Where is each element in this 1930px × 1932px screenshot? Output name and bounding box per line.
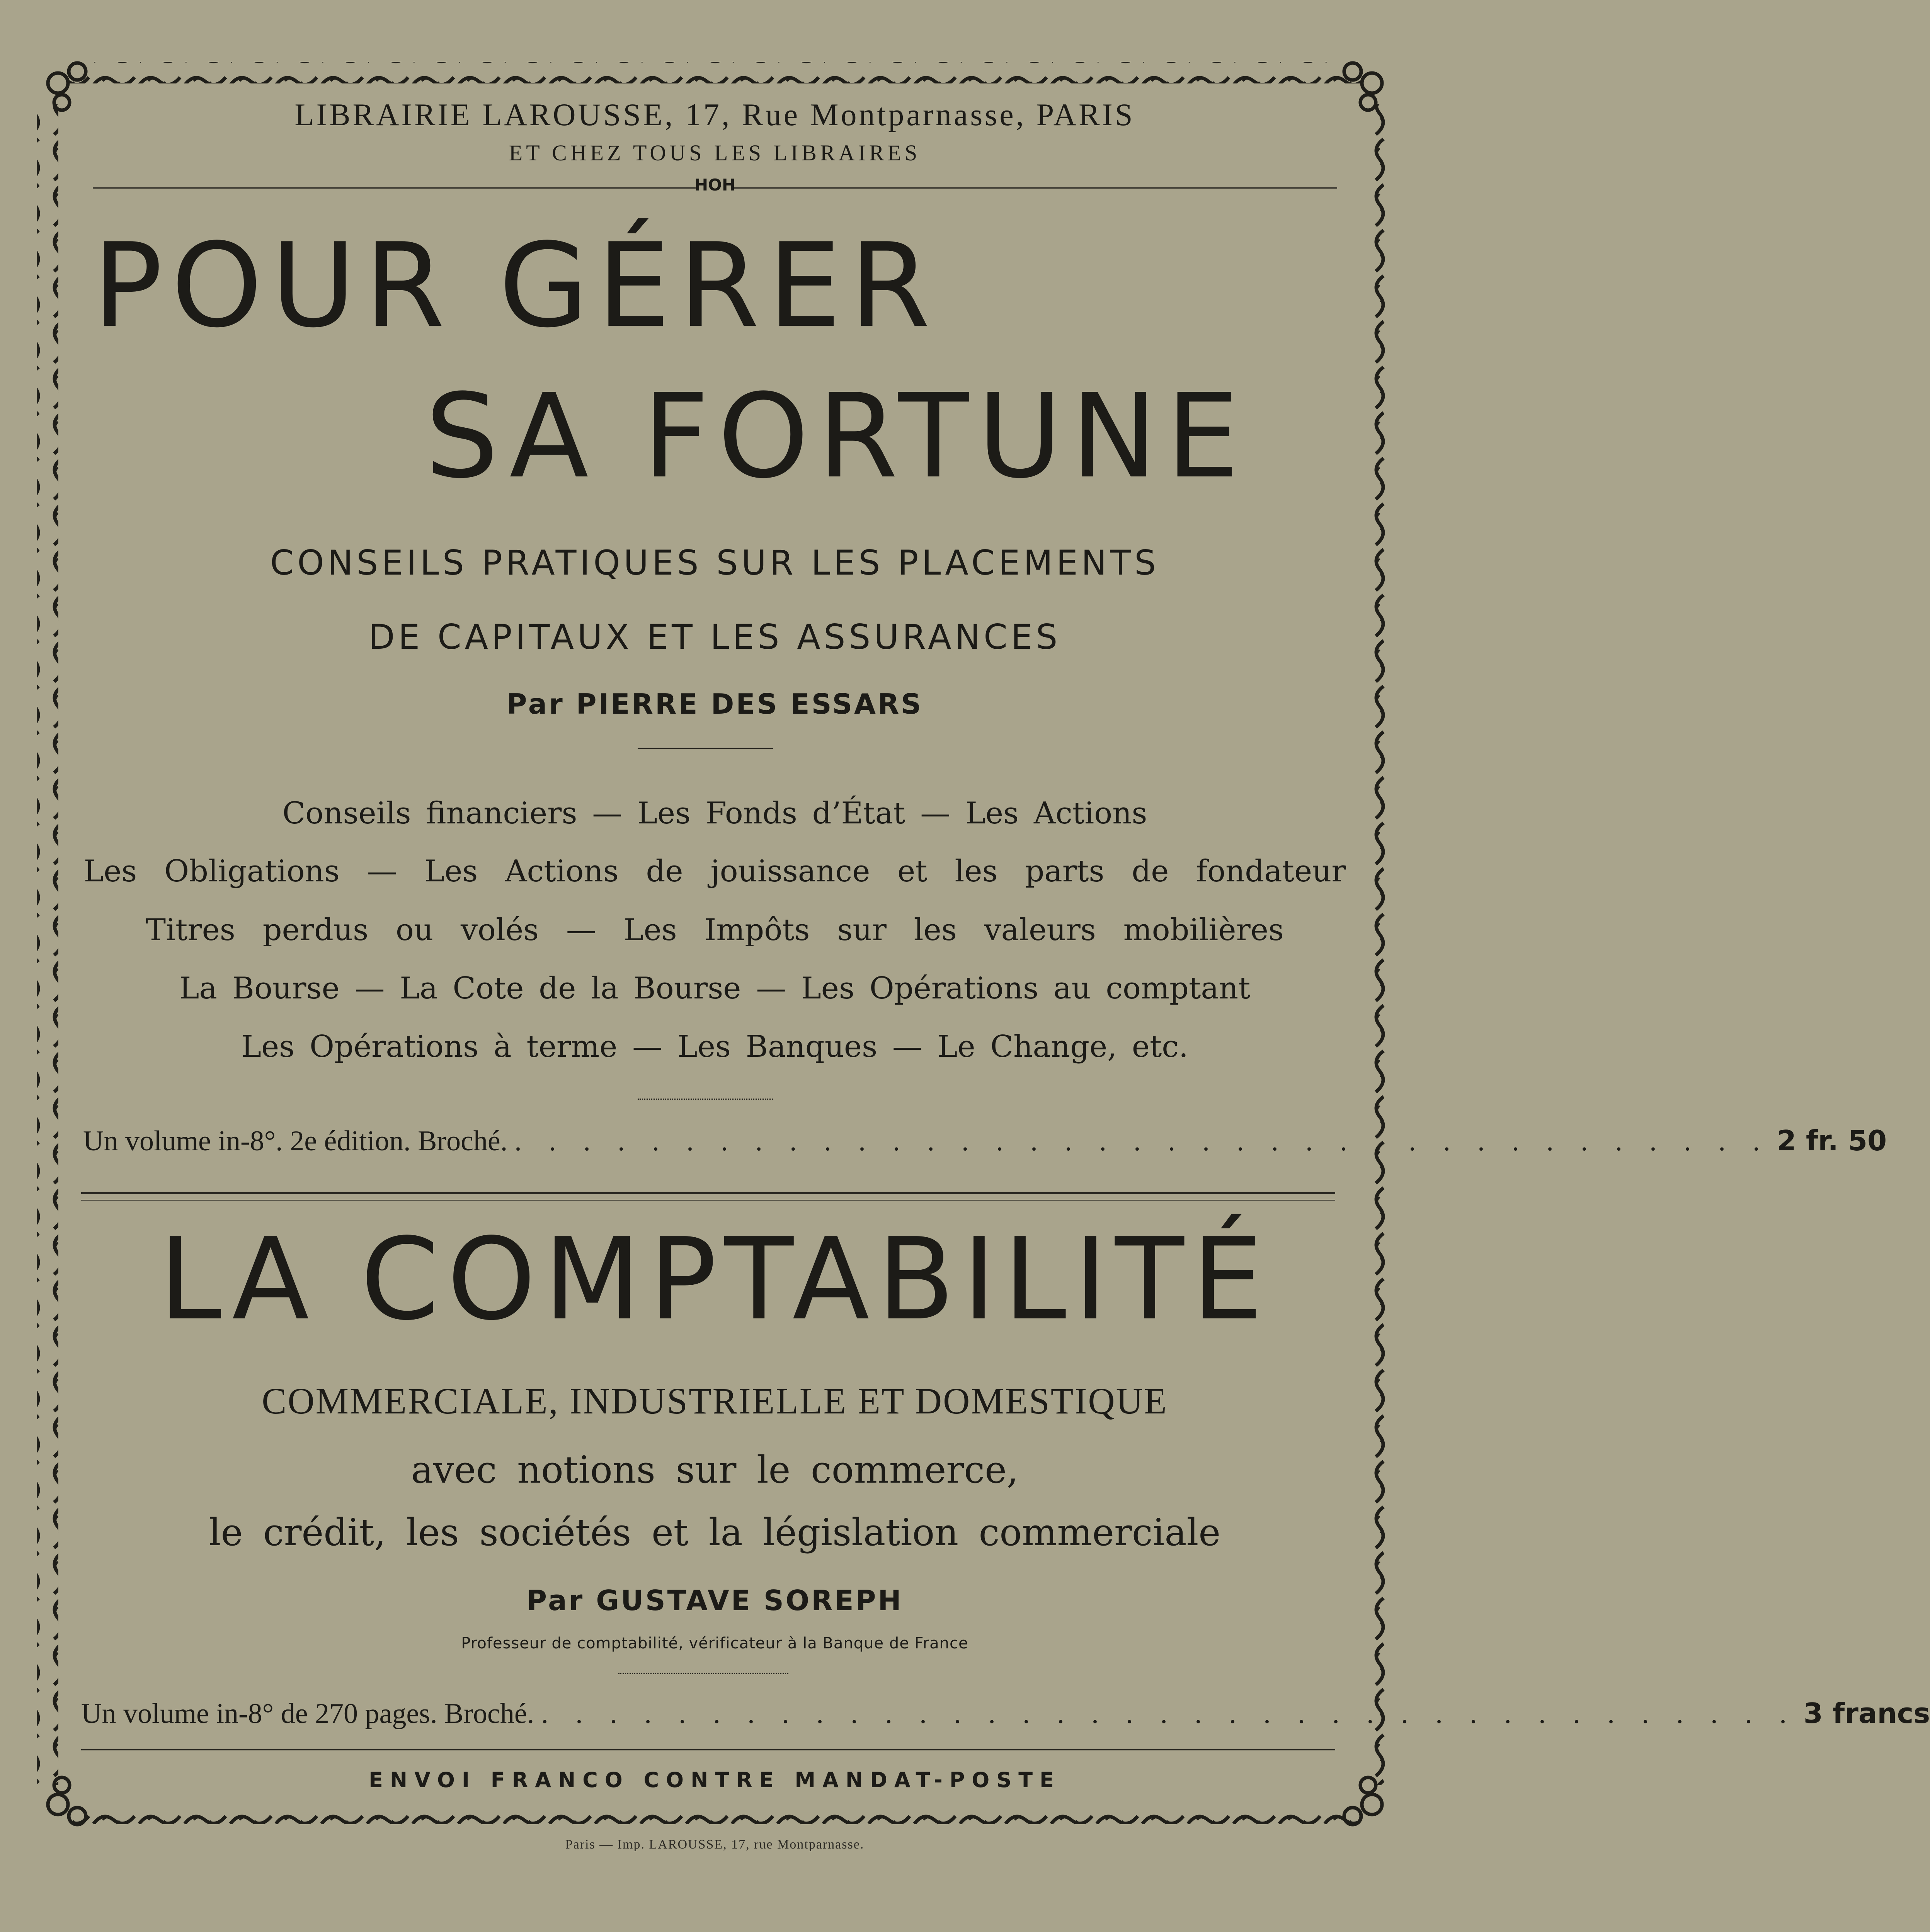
header-ornament: HOH (694, 175, 735, 194)
book1-price: 2 fr. 50 (1777, 1124, 1887, 1157)
book2-subtitle-line3: le crédit, les sociétés et la législation commerciale (209, 1511, 1221, 1554)
book2-wavy-rule (618, 1673, 788, 1674)
book1-title-line1: POUR GÉRER (93, 218, 939, 353)
book1-contents-line: Titres perdus ou volés — Les Impôts sur les valeurs mobilières (146, 913, 1284, 947)
book2-subtitle-line2: avec notions sur le commerce, (411, 1448, 1019, 1492)
header-rule-left (93, 187, 696, 189)
book2-price: 3 francs (1803, 1697, 1930, 1730)
book1-contents-line: Les Obligations — Les Actions de jouissance et les parts de fondateur (83, 854, 1346, 889)
header-rule-right (734, 187, 1337, 189)
book1-subtitle-line1: CONSEILS PRATIQUES SUR LES PLACEMENTS (270, 543, 1160, 583)
book1-contents-line: Les Opérations à terme — Les Banques — Le Change, etc. (241, 1029, 1188, 1064)
border-bottom (70, 1803, 1360, 1824)
book2-title: LA COMPTABILITÉ (158, 1214, 1271, 1345)
book2-subtitle-caps: COMMERCIALE, INDUSTRIELLE ET DOMESTIQUE (262, 1380, 1168, 1422)
book1-contents-line: Conseils financiers — Les Fonds d’État — Les Actions (282, 796, 1147, 831)
book2-leader-dots: . . . . . . . . . . . . . . . . . . . . . . . . . . . . . . . . . . . . . (541, 1698, 1797, 1730)
book1-subtitle-line2: DE CAPITAUX ET LES ASSURANCES (368, 617, 1061, 657)
shipping-note: ENVOI FRANCO CONTRE MANDAT-POSTE (369, 1768, 1061, 1792)
publisher-address: LIBRAIRIE LAROUSSE, 17, Rue Montparnasse, PARIS (294, 97, 1135, 132)
publisher-note: ET CHEZ TOUS LES LIBRAIRES (509, 140, 921, 165)
book2-author: Par GUSTAVE SOREPH (526, 1584, 903, 1617)
book1-title-line2: SA FORTUNE (425, 369, 1248, 504)
book1-wavy-rule (638, 1099, 773, 1100)
book1-author: Par PIERRE DES ESSARS (506, 688, 923, 720)
book1-short-rule (638, 748, 773, 749)
book2-volume: Un volume in-8° de 270 pages. Broché. (81, 1698, 534, 1730)
book1-leader-dots: . . . . . . . . . . . . . . . . . . . . . . . . . . . . . . . . . . . . . (514, 1125, 1770, 1157)
book2-price-row (81, 1697, 1930, 1730)
section-separator-thin (81, 1200, 1335, 1201)
section-separator (81, 1192, 1335, 1194)
book1-volume: Un volume in-8°. 2e édition. Broché. (83, 1125, 508, 1157)
book2-author-note: Professeur de comptabilité, vérificateur à la Banque de France (461, 1634, 968, 1652)
footer-rule (81, 1749, 1335, 1750)
book1-contents-line: La Bourse — La Cote de la Bourse — Les Opérations au comptant (179, 971, 1251, 1006)
book1-price-row (83, 1124, 1887, 1158)
border-top (70, 62, 1360, 83)
printer-imprint: Paris — Imp. LAROUSSE, 17, rue Montparnasse. (565, 1837, 865, 1852)
